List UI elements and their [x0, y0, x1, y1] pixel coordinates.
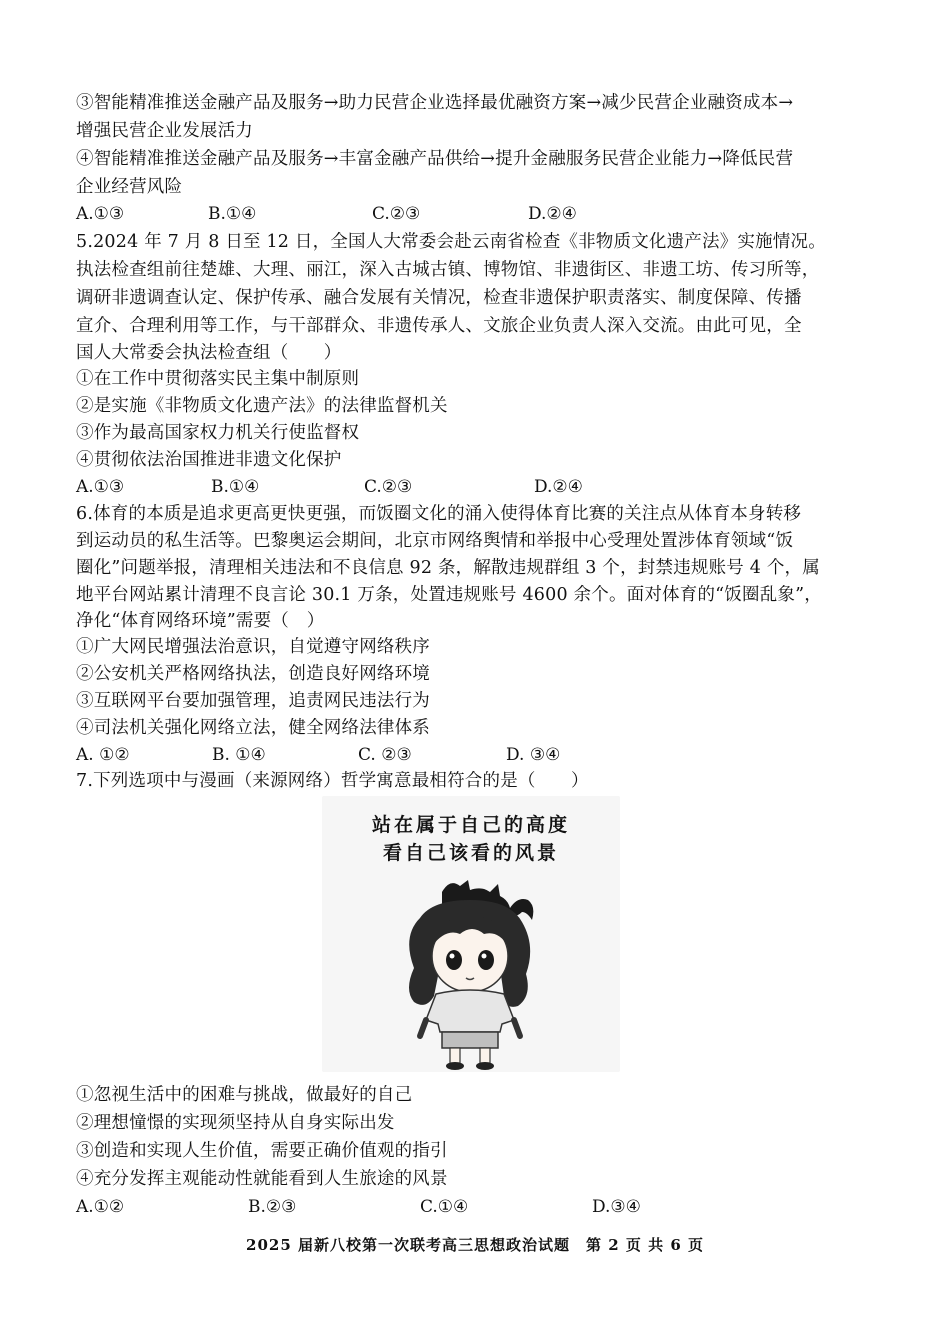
- q7-choice-b[interactable]: B.②③: [248, 1197, 297, 1217]
- q4-option-4-cont: 企业经营风险: [76, 177, 183, 197]
- page-footer: 2025 届新八校第一次联考高三思想政治试题 第 2 页 共 6 页: [246, 1236, 704, 1254]
- q5-item-2: ②是实施《非物质文化遗产法》的法律监督机关: [76, 396, 448, 416]
- q5-stem-line-4: 宣介、合理利用等工作，与干部群众、非遗传承人、文旅企业负责人深入交流。由此可见，全: [76, 316, 802, 336]
- q5-item-3: ③作为最高国家权力机关行使监督权: [76, 423, 360, 443]
- q6-choice-b[interactable]: B. ①④: [212, 745, 266, 765]
- q4-option-4: ④智能精准推送金融产品及服务→丰富金融产品供给→提升金融服务民营企业能力→降低民营: [76, 149, 794, 169]
- q5-choice-a[interactable]: A.①③: [76, 477, 125, 497]
- q7-item-1: ①忽视生活中的困难与挑战，做最好的自己: [76, 1085, 413, 1105]
- q5-stem-line-5: 国人大常委会执法检查组（ ）: [76, 343, 342, 363]
- q4-option-3: ③智能精准推送金融产品及服务→助力民营企业选择最优融资方案→减少民营企业融资成本→: [76, 93, 794, 113]
- q4-choice-c[interactable]: C.②③: [372, 204, 421, 224]
- q5-stem-line-3: 调研非遗调查认定、保护传承、融合发展有关情况，检查非遗保护职责落实、制度保障、传播: [76, 288, 802, 308]
- q5-choices: [76, 474, 876, 500]
- q5-choice-d[interactable]: D.②④: [534, 477, 583, 497]
- q6-item-2: ②公安机关严格网络执法，创造良好网络环境: [76, 664, 430, 684]
- q4-choices: [76, 201, 876, 227]
- q7-choice-a[interactable]: A.①②: [76, 1197, 125, 1217]
- q7-choices: [76, 1194, 876, 1220]
- q7-choice-c[interactable]: C.①④: [420, 1197, 469, 1217]
- q6-choice-d[interactable]: D. ③④: [506, 745, 561, 765]
- q5-choice-b[interactable]: B.①④: [211, 477, 260, 497]
- q6-stem-line-5: 净化“体育网络环境”需要（ ）: [76, 611, 325, 631]
- q7-item-2: ②理想憧憬的实现须坚持从自身实际出发: [76, 1113, 395, 1133]
- q7-item-4: ④充分发挥主观能动性就能看到人生旅途的风景: [76, 1169, 448, 1189]
- q4-option-3-cont: 增强民营企业发展活力: [76, 121, 253, 141]
- q4-choice-d[interactable]: D.②④: [528, 204, 577, 224]
- q6-choice-a[interactable]: A. ①②: [76, 745, 130, 765]
- q6-stem-line-1: 6.体育的本质是追求更高更快更强，而饭圈文化的涌入使得体育比赛的关注点从体育本身转移: [76, 504, 802, 524]
- q6-item-3: ③互联网平台要加强管理，追责网民违法行为: [76, 691, 430, 711]
- q7-stem: 7.下列选项中与漫画（来源网络）哲学寓意最相符合的是（ ）: [76, 771, 589, 791]
- q6-choice-c[interactable]: C. ②③: [358, 745, 412, 765]
- q6-stem-line-2: 到运动员的私生活等。巴黎奥运会期间，北京市网络舆情和举报中心受理处置涉体育领域“饭: [76, 531, 794, 551]
- q5-stem-line-2: 执法检查组前往楚雄、大理、丽江，深入古城古镇、博物馆、非遗街区、非遗工坊、传习所等，: [76, 260, 820, 280]
- q6-stem-line-4: 地平台网站累计清理不良言论 30.1 万条，处置违规账号 4600 余个。面对体育的“饭圈乱象”，: [76, 585, 822, 605]
- q4-choice-a[interactable]: A.①③: [76, 204, 125, 224]
- q6-stem-line-3: 圈化”问题举报，清理相关违法和不良信息 92 条，解散违规群组 3 个，封禁违规账号 4 个，属: [76, 558, 820, 578]
- q5-item-1: ①在工作中贯彻落实民主集中制原则: [76, 369, 360, 389]
- q4-choice-b[interactable]: B.①④: [208, 204, 257, 224]
- q5-item-4: ④贯彻依法治国推进非遗文化保护: [76, 450, 342, 470]
- cartoon-caption-line-1: 站在属于自己的高度: [371, 814, 570, 836]
- q5-stem-line-1: 5.2024 年 7 月 8 日至 12 日，全国人大常委会赴云南省检查《非物质文化遗产法》实施情况。: [76, 232, 826, 252]
- cartoon-girl-illustration: [322, 796, 620, 1072]
- q6-choices: [76, 742, 876, 768]
- q7-choice-d[interactable]: D.③④: [592, 1197, 641, 1217]
- q6-item-4: ④司法机关强化网络立法，健全网络法律体系: [76, 718, 430, 738]
- q5-choice-c[interactable]: C.②③: [364, 477, 413, 497]
- cartoon-image: [322, 796, 620, 1072]
- q6-item-1: ①广大网民增强法治意识，自觉遵守网络秩序: [76, 637, 430, 657]
- cartoon-caption-line-2: 看自己该看的风景: [382, 842, 559, 864]
- q7-item-3: ③创造和实现人生价值，需要正确价值观的指引: [76, 1141, 448, 1161]
